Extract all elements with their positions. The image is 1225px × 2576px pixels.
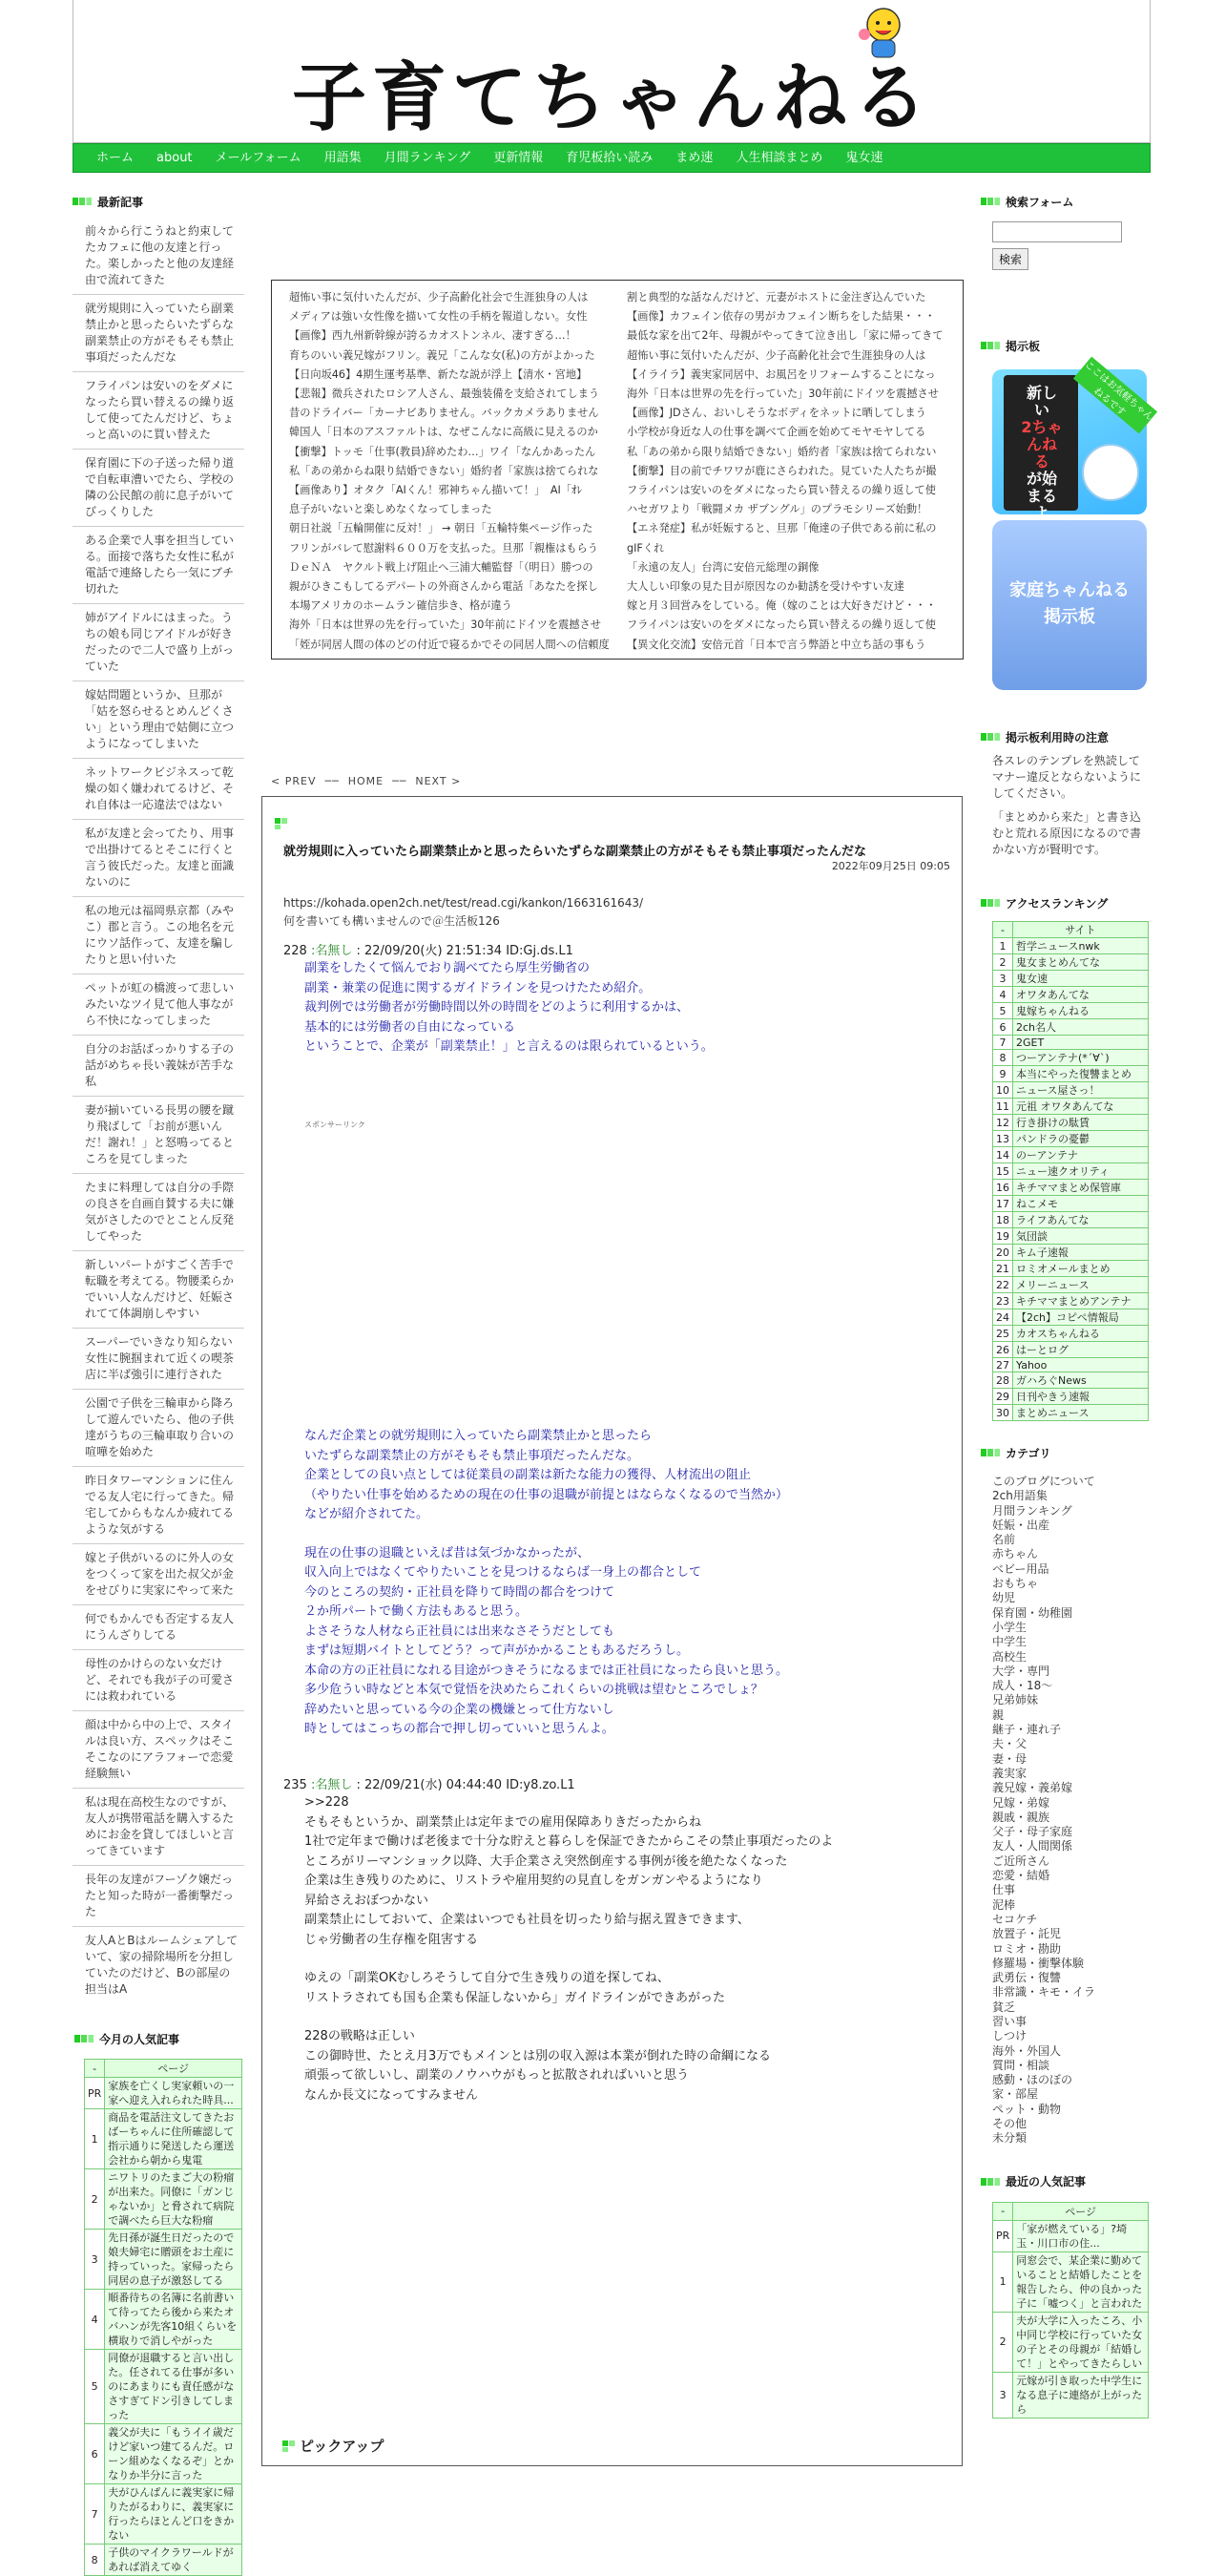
post-author: :名無し	[310, 944, 353, 958]
latest-article-link[interactable]: 公園で子供を三輪車から降ろして遊んでいたら、他の子供達がうちの三輪車取り合いの喧嘩を始めた	[73, 1390, 244, 1467]
category-link[interactable]: 成人・18～	[992, 1679, 1053, 1693]
post-header	[283, 1774, 575, 1792]
ranking-site-link[interactable]: 気団談	[1013, 1228, 1149, 1245]
nav-updates[interactable]: 更新情報	[493, 151, 544, 165]
ranking-site-link[interactable]: 鬼嫁ちゃんねる	[1013, 1003, 1149, 1019]
latest-article-link[interactable]: ペットが虹の橋渡って悲しいみたいなツイ見て他人事ながら不快になってしまった	[73, 974, 244, 1036]
category-list	[981, 1461, 1151, 2147]
rank-number: 3	[993, 971, 1013, 987]
feed-link[interactable]: 朝日社説「五輪開催に反対！」 → 朝日「五輪特集ページ作った	[289, 522, 593, 535]
latest-article-link[interactable]: 長年の友達がフーゾク嬢だったと知った時が一番衝撃だった	[73, 1866, 244, 1927]
rank-number: 2	[993, 954, 1013, 971]
table-row[interactable]	[993, 1082, 1149, 1099]
nav-mailform[interactable]: メールフォーム	[215, 151, 301, 165]
category-link[interactable]: 親	[992, 1707, 1005, 1722]
table-header-page: ページ	[105, 2060, 242, 2078]
feed-column-left	[289, 288, 623, 655]
category-link[interactable]: セコケチ	[992, 1912, 1038, 1926]
nav-life-advice[interactable]: 人生相談まとめ	[736, 151, 823, 165]
feed-link[interactable]: 「永遠の友人」台湾に安倍元総理の銅像	[627, 560, 820, 574]
table-row[interactable]: 8 子供のマイクラワールドがあれば消えてゆく	[85, 2545, 242, 2576]
table-row[interactable]: 5 同僚が退職すると言い出した。任されてる仕事が多いのにあまりにも責任感がなさすぎてドン引きしてしまった	[85, 2350, 242, 2424]
ranking-site-link[interactable]: 日刊やきう速報	[1013, 1389, 1149, 1405]
rank-number: 4	[993, 987, 1013, 1003]
ranking-site-link[interactable]: はーとログ	[1013, 1342, 1149, 1358]
feed-link[interactable]: 私「あの弟から限り結婚できない」婚約者「家族は捨てられない	[627, 445, 937, 458]
table-row[interactable]	[993, 1019, 1149, 1036]
pager-separator: ──	[387, 775, 411, 787]
recent-popular-title: 最近の人気記事	[981, 2173, 1151, 2190]
feed-link[interactable]: 海外「日本は世界の先を行っていた」30年前にドイツを震撼させ	[627, 387, 939, 401]
rank-number: 15	[993, 1163, 1013, 1180]
table-row[interactable]: 4 順番待ちの名簿に名前書いて待ってたら後から来たオバハンが先客10組くらいを横取りで消しやがった	[85, 2290, 242, 2350]
table-row[interactable]: 3 先日孫が誕生日だったので娘夫婦宅に贈頭をお土産に持っていった。家帰ったら同居の息子が激怒してる	[85, 2230, 242, 2290]
ranking-site-link[interactable]: 本当にやった復讐まとめ	[1013, 1066, 1149, 1082]
pickup-heading: ピックアップ	[282, 2436, 384, 2456]
feed-link[interactable]: 小学校が身近な人の仕事を調べて企画を始めてモヤモヤしてる	[627, 426, 926, 439]
feed-link[interactable]: 割と典型的な話なんだけど、元妻がホストに金注ぎ込んでいた	[627, 291, 926, 304]
feed-link[interactable]: 育ちのいい義兄嫁がフリン。義兄「こんな女(私)の方がよかった	[289, 348, 595, 362]
source-thread-name: 何を書いても構いませんので＠生活板126	[283, 914, 500, 928]
table-row[interactable]	[993, 1358, 1149, 1372]
ranking-site-link[interactable]: ガハろぐNews	[1013, 1372, 1149, 1389]
section-marker-icon	[74, 2035, 93, 2042]
table-row[interactable]	[993, 1115, 1149, 1131]
ranking-site-link[interactable]: Yahoo	[1013, 1358, 1149, 1372]
table-row[interactable]: 1 同窓会で、某企業に勤めていることと結婚したことを報告したら、仲の良かった子に「嘘つく」と言われた	[993, 2251, 1149, 2312]
table-row[interactable]	[993, 1131, 1149, 1147]
rank-number: 18	[993, 1212, 1013, 1228]
ranking-site-link[interactable]: ニュー速クオリティ	[1013, 1163, 1149, 1180]
table-row[interactable]	[993, 1099, 1149, 1115]
nav-about[interactable]: about	[156, 151, 193, 165]
category-link[interactable]: その他	[992, 2117, 1028, 2131]
ranking-site-link[interactable]: まとめニュース	[1013, 1405, 1149, 1421]
latest-articles-list	[73, 210, 244, 2003]
category-link[interactable]: 泥棒	[992, 1897, 1016, 1912]
table-row[interactable]	[993, 1309, 1149, 1326]
rank-number: 8	[993, 1050, 1013, 1066]
feed-link[interactable]: 【衝撃】目の前でチワワが鹿にさらわれた。見ていた人たちが撮	[627, 464, 937, 477]
reply-anchor[interactable]: >>228	[304, 1795, 349, 1810]
search-button[interactable]: 検索	[992, 248, 1028, 270]
category-link[interactable]: このブログについて	[992, 1475, 1095, 1488]
feed-link[interactable]: 【画像】カフェイン依存の男がカフェイン断ちをした結果・・・	[627, 310, 936, 324]
feed-link[interactable]: 海外「日本は世界の先を行っていた」30年前にドイツを震撼させ	[289, 618, 601, 632]
category-link[interactable]: 親戚・親族	[992, 1810, 1050, 1824]
category-link[interactable]: 放置子・託児	[992, 1927, 1062, 1941]
rank-number: 28	[993, 1372, 1013, 1389]
rank-number: 14	[993, 1147, 1013, 1163]
ranking-site-link[interactable]: 行き掛けの駄賃	[1013, 1115, 1149, 1131]
ranking-site-link[interactable]: ロミオメールまとめ	[1013, 1261, 1149, 1277]
table-row[interactable]	[993, 1163, 1149, 1180]
table-row[interactable]	[993, 1326, 1149, 1342]
category-link[interactable]: 夫・父	[992, 1737, 1028, 1751]
latest-article-link[interactable]: 妻が揃いている長男の腰を蹴り飛ばして「お前が悪いんだ！謝れ！」と怒鳴ってるところを見てしまった	[73, 1097, 244, 1174]
feed-link[interactable]: フライパンは安いのをダメになったら買い替えるの繰り返して使	[627, 484, 936, 497]
table-header-index: -	[993, 2202, 1013, 2220]
category-link[interactable]: 2ch用語集	[992, 1489, 1048, 1503]
article-source	[283, 894, 643, 931]
rank-number: 12	[993, 1115, 1013, 1131]
bbs-notice-2: 「まとめから来た」と書き込むと荒れる原因になるので書かない方が賢明です。	[992, 810, 1142, 856]
sponsored-label: スポンサーリンク	[304, 1120, 365, 1129]
category-link[interactable]: 習い事	[992, 2014, 1028, 2028]
latest-article-link[interactable]: 昨日タワーマンションに住んでる友人宅に行ってきた。帰宅してからもなんか疲れてるような気がする	[73, 1467, 244, 1544]
home-link[interactable]: HOME	[347, 775, 384, 787]
feed-link[interactable]: 【エネ発症】私が妊娠すると、旦那「俺達の子供である前に私の	[627, 522, 937, 535]
nav-childcare-board[interactable]: 育児板拾い読み	[566, 151, 654, 165]
site-logo[interactable]: 子育てちゃんねる	[291, 54, 933, 141]
category-link[interactable]: 貧乏	[992, 2000, 1016, 2014]
table-row[interactable]	[993, 1228, 1149, 1245]
post-body: >>228 そもそもというか、副業禁止は定年までの雇用保障ありきだったからね 1社で定年まで働けば老後まで十分な貯えと暮らしを保証できたからこその禁止事項だったのよ ところがリーマンショック以降、大手企業さえ突然倒産する事例が後を絶たなくなった 企業は生き残りのために、リストラや雇用契約の見直しをガンガンやるようになり 昇給さえおぼつかない 副業禁止にしておいて、企業はいつでも社員を切ったり給与据え置きできます、 じゃ労働者の生存権を阻害する ゆえの「副業OKむしろそうして自分で生き残りの道を探してね、 リストラされても国も企業も保証しないから」ガイドラインができあがった 228の戦略は正しい この御時世、たとえ月3万でもメインとは別の収入源は本業が倒れた時の命綱になる 頑張って欲しいし、副業のノウハウがもっと拡散されればいいと思う なんか長文になってすみません	[304, 1795, 834, 2103]
table-row[interactable]	[993, 1196, 1149, 1212]
category-link[interactable]: 質問・相談	[992, 2058, 1050, 2072]
feed-link[interactable]: 最低な家を出て2年、母親がやってきて泣き出し「家に帰ってきて	[627, 329, 944, 343]
search-form-title: 検索フォーム	[981, 193, 1151, 210]
latest-articles-title: 最新記事	[73, 193, 244, 210]
table-row[interactable]	[993, 1212, 1149, 1228]
rank-number: 19	[993, 1228, 1013, 1245]
table-row[interactable]	[993, 1050, 1149, 1066]
feed-link[interactable]: 私「あの弟からね限り結婚できない」婚約者「家族は捨てられな	[289, 464, 599, 477]
table-row[interactable]: 1 商品を電話注文してきたおばーちゃんに住所確認して指示通りに発送したら運送会社から朝から鬼電	[85, 2109, 242, 2169]
category-link[interactable]: 高校生	[992, 1649, 1028, 1664]
feed-link[interactable]: 【画像】西九州新幹線が誇るカオストンネル、凄すぎる…！	[289, 329, 576, 343]
rank-number: 25	[993, 1326, 1013, 1342]
category-link[interactable]: 恋愛・結婚	[992, 1869, 1050, 1883]
table-row[interactable]: PR 「家が燃えている」?埼玉・川口市の住...	[993, 2220, 1149, 2251]
category-link[interactable]: 月間ランキング	[992, 1503, 1072, 1518]
rank-number: 7	[993, 1036, 1013, 1050]
post-meta: : 22/09/21(水) 04:44:40 ID:y8.zo.L1	[356, 1778, 575, 1792]
ranking-site-link[interactable]: カオスちゃんねる	[1013, 1326, 1149, 1342]
search-input[interactable]	[992, 221, 1122, 242]
latest-article-link[interactable]: ある企業で人事を担当している。面接で落ちた女性に私が電話で連絡したら一気にブチ切れた	[73, 527, 244, 604]
ranking-site-link[interactable]: オワタあんてな	[1013, 987, 1149, 1003]
nav-mamesoku[interactable]: まめ速	[675, 151, 714, 165]
table-row[interactable]: 2 夫が大学に入ったころ、小中同じ学校に行っていた女の子とその母親が「結婚して！」とやってきたらしい	[993, 2312, 1149, 2372]
category-link[interactable]: 未分類	[992, 2131, 1028, 2146]
rank-number: 27	[993, 1358, 1013, 1372]
feed-link[interactable]: ＤｅＮＡ ヤクルト戦上げ阻止へ三浦大輔監督「（明日）勝つの	[289, 560, 593, 574]
category-link[interactable]: 義実家	[992, 1766, 1028, 1780]
rss-feed-box	[271, 280, 964, 660]
feed-link[interactable]: 超怖い事に気付いたんだが、少子高齢化社会で生涯独身の人は	[289, 291, 589, 304]
monthly-popular-table	[84, 2059, 242, 2576]
rank-number: 26	[993, 1342, 1013, 1358]
category-link[interactable]: ベビー用品	[992, 1561, 1049, 1576]
category-link[interactable]: 兄弟姉妹	[992, 1693, 1039, 1707]
feed-link[interactable]: 超怖い事に気付いたんだが、少子高齢化社会で生涯独身の人は	[627, 348, 926, 362]
article	[261, 796, 963, 2466]
feed-link[interactable]: 【悲報】微兵されたロシア人さん、最強装備を支給されてしまう	[289, 387, 600, 401]
ranking-site-link[interactable]: ニュース屋さっ！	[1013, 1082, 1149, 1099]
pager-separator: ──	[320, 775, 344, 787]
rank-number: 29	[993, 1389, 1013, 1405]
feed-link[interactable]: gIFくれ	[627, 541, 665, 555]
feed-link[interactable]: ハセガワより「戦闘メカ ザブングル」のプラモシリーズ始動！	[627, 503, 928, 516]
latest-article-link[interactable]: ネットワークビジネスって乾燥の如く嫌われてるけど、それ自体は一応違法ではない	[73, 759, 244, 820]
ranking-site-link[interactable]: メリーニュース	[1013, 1277, 1149, 1293]
table-row[interactable]	[993, 971, 1149, 987]
feed-link[interactable]: 【異文化交流】安倍元首「日本で言う弊語と中立ち話の事もう	[627, 638, 926, 651]
rank-number: 9	[993, 1066, 1013, 1082]
rank-number: 10	[993, 1082, 1013, 1099]
monthly-popular-title: 今月の人気記事	[73, 2030, 244, 2047]
latest-article-link[interactable]: 保育園に下の子送った帰り道で自転車漕いでたら、学校の隣の公民館の前に息子がいてびっくりした	[73, 450, 244, 527]
table-row[interactable]: 6 義父が夫に「もうイイ歳だけど家いつ建てるんだ。ローン組めなくなるぞ」とかなりか半分に言った	[85, 2424, 242, 2484]
category-link[interactable]: 妻・母	[992, 1751, 1028, 1766]
article-title[interactable]: 就労規則に入っていたら副業禁止かと思ったらいたずらな副業禁止の方がそもそも禁止事項だったんだな	[283, 845, 867, 859]
recent-popular-table	[992, 2202, 1149, 2419]
section-marker-icon	[981, 342, 1000, 349]
ranking-site-link[interactable]: 鬼女速	[1013, 971, 1149, 987]
latest-article-link[interactable]: 新しいパートがすごく苦手で転職を考えてる。物腰柔らかでいい人なんだけど、妊娠されてて体調崩しやすい	[73, 1251, 244, 1329]
source-url[interactable]: https://kohada.open2ch.net/test/read.cgi/kankon/1663161643/	[283, 896, 644, 910]
rank-number: 6	[993, 1019, 1013, 1036]
category-link[interactable]: 継子・連れ子	[992, 1723, 1062, 1737]
access-ranking-table	[992, 921, 1149, 1421]
feed-link[interactable]: メディアは強い女性像を描いて女性の手柄を報道しない。女性	[289, 310, 588, 324]
category-link[interactable]: おもちゃ	[992, 1577, 1039, 1591]
feed-link[interactable]: 【画像あり】オタク「AIくん！邪神ちゃん描いて！」 AI「ｵﾚ	[289, 484, 583, 497]
table-row[interactable]	[993, 1036, 1149, 1050]
post-header	[283, 940, 573, 958]
table-header-index: -	[85, 2060, 105, 2078]
nav-glossary[interactable]: 用語集	[323, 151, 362, 165]
category-link[interactable]: 赤ちゃん	[992, 1547, 1039, 1561]
table-row[interactable]	[993, 1389, 1149, 1405]
category-link[interactable]: 仕事	[992, 1883, 1016, 1897]
ranking-site-link[interactable]: キム子速報	[1013, 1245, 1149, 1261]
table-row[interactable]	[993, 1147, 1149, 1163]
ranking-site-link[interactable]: パンドラの憂鬱	[1013, 1131, 1149, 1147]
feed-column-right	[627, 288, 961, 655]
feed-link[interactable]: 昔のドライバー「カーナビありません。バックカメラありません	[289, 407, 599, 420]
ranking-site-link[interactable]: ねこメモ	[1013, 1196, 1149, 1212]
category-link[interactable]: 父子・母子家庭	[992, 1825, 1073, 1839]
ranking-site-link[interactable]: キチママまとめ保管庫	[1013, 1180, 1149, 1196]
feed-link[interactable]: 嫁と月３回営みをしている。俺（嫁のことは大好きだけど・・・	[627, 599, 937, 613]
ranking-site-link[interactable]: 【2ch】コピペ情報局	[1013, 1309, 1149, 1326]
bbs-notice-1: 各スレのテンプレを熟読してマナー違反とならないようにしてください。	[992, 754, 1142, 800]
rank-number: 30	[993, 1405, 1013, 1421]
section-marker-icon	[981, 899, 1000, 907]
category-link[interactable]: 修羅場・衝撃体験	[992, 1956, 1085, 1970]
category-link[interactable]: ペット・動物	[992, 2102, 1062, 2116]
table-row[interactable]	[993, 1261, 1149, 1277]
latest-article-link[interactable]: 私の地元は福岡県京都（みやこ）郡と言う。この地名を元にウソ話作って、友達を騙したりと思い付いた	[73, 897, 244, 974]
latest-article-link[interactable]: 自分のお話ばっかりする子の話がめちゃ長い義妹が苦手な私	[73, 1036, 244, 1097]
latest-article-link[interactable]: 就労規則に入っていたら副業禁止かと思ったらいたずらな副業禁止の方がそもそも禁止事項だったんだな	[73, 295, 244, 372]
section-marker-icon	[981, 2178, 1000, 2186]
category-link[interactable]: 感動・ほのぼの	[992, 2073, 1073, 2087]
bbs-title: 掲示板	[981, 337, 1151, 354]
nav-kijosoku[interactable]: 鬼女速	[845, 151, 883, 165]
category-title: カテゴリ	[981, 1444, 1151, 1461]
feed-link[interactable]: 【日向坂46】4期生運考基準、新たな説が浮上【清水・宮地】	[289, 367, 588, 381]
post-meta: : 22/09/20(火) 21:51:34 ID:Gj.ds.L1	[356, 944, 573, 958]
latest-article-link[interactable]: フライパンは安いのをダメになったら買い替えるの繰り返して使ってたんだけど、ちょっと高いのに買い替えた	[73, 372, 244, 450]
latest-article-link[interactable]: 母性のかけらのない女だけど、それでも我が子の可愛さには救われている	[73, 1650, 244, 1711]
category-link[interactable]: 中学生	[992, 1635, 1028, 1649]
ranking-site-link[interactable]: のーアンテナ	[1013, 1147, 1149, 1163]
latest-article-link[interactable]: 友人AとBはルームシェアしていて、家の掃除場所を分担していたのだけど、Bの部屋の担当はA	[85, 1934, 239, 1996]
category-link[interactable]: しつけ	[992, 2029, 1028, 2043]
category-link[interactable]: 友人・人間関係	[992, 1839, 1073, 1853]
banner-ribbon: ここはお気軽ちゃんねるです	[1073, 357, 1157, 434]
table-row[interactable]: 7 夫がひんぱんに義実家に帰りたがるわりに、義実家に行ったらほとんど口をきかない	[85, 2484, 242, 2545]
cat-mascot-icon	[1082, 444, 1139, 501]
table-row[interactable]	[993, 1405, 1149, 1421]
rank-number: 11	[993, 1099, 1013, 1115]
table-row[interactable]	[993, 1245, 1149, 1261]
rank-number: 1	[993, 938, 1013, 954]
feed-link[interactable]: 【イライラ】義実家同居中、お風呂をリフォームすることになっ	[627, 367, 936, 381]
category-link[interactable]: 兄嫁・弟嫁	[992, 1795, 1050, 1810]
prev-link[interactable]: < PREV	[271, 775, 317, 787]
rank-number: 23	[993, 1293, 1013, 1309]
section-marker-icon	[282, 2440, 296, 2452]
latest-article-link[interactable]: 何でもかんでも否定する友人にうんざりしてる	[73, 1605, 244, 1650]
latest-article-link[interactable]: 私は現在高校生なのですが、友人が携帯電話を購入するためにお金を貸してほしいと言ってきています	[73, 1789, 244, 1866]
table-row[interactable]	[993, 1180, 1149, 1196]
latest-article-link[interactable]: スーパーでいきなり知らない女性に腕掴まれて近くの喫茶店に半ば強引に連行された	[73, 1329, 244, 1390]
feed-link[interactable]: 【画像】JDさん、おいしそうなボディをネットに晒してしまう	[627, 407, 926, 420]
katei-channel-banner[interactable]: 家庭ちゃんねる 掲示板	[992, 520, 1147, 690]
feed-link[interactable]: 息子がいないと楽しめなくなってしまった	[289, 503, 492, 516]
table-row[interactable]: PR 家族を亡くし実家頼いの一家へ迎え入れられた時具...	[85, 2078, 242, 2109]
table-header-site: サイト	[1013, 922, 1149, 938]
category-link[interactable]: 義兄嫁・義弟嫁	[992, 1781, 1073, 1795]
table-row[interactable]	[993, 1066, 1149, 1082]
banner-text: 新しい 2ちゃんねる が始まるよ	[1021, 384, 1063, 522]
category-link[interactable]: 妊娠・出産	[992, 1518, 1050, 1532]
section-marker-icon	[981, 1449, 1000, 1456]
ranking-site-link[interactable]: 元祖 オワタあんてな	[1013, 1099, 1149, 1115]
table-row[interactable]	[993, 1003, 1149, 1019]
rank-number: 20	[993, 1245, 1013, 1261]
feed-link[interactable]: 「姪が同居人間の体のどの付近で寝るかでその同居人間への信頼度	[289, 638, 610, 651]
main-nav	[73, 143, 1151, 173]
section-marker-icon	[275, 818, 288, 829]
nav-monthly-ranking[interactable]: 月間ランキング	[384, 151, 471, 165]
rank-number: 24	[993, 1309, 1013, 1326]
category-link[interactable]: 名前	[992, 1533, 1016, 1547]
right-sidebar	[981, 193, 1155, 2419]
post-number: 235	[283, 1778, 307, 1792]
table-header-index: -	[993, 922, 1013, 938]
table-row[interactable]	[993, 1372, 1149, 1389]
table-row[interactable]	[993, 987, 1149, 1003]
feed-link[interactable]: フリンがバレて慰謝料６００万を支払った。旦那「親権はもらう	[289, 541, 598, 555]
latest-article-link[interactable]: 私が友達と会ってたり、用事で出掛けてるとそこに行くと言う彼氏だった。友達と面識ないのに	[73, 820, 244, 897]
latest-article-link[interactable]: 前々から行こうねと約束してたカフェに他の友達と行った。楽しかったと他の友達経由で流れてきた	[73, 218, 244, 295]
section-marker-icon	[73, 198, 92, 205]
ranking-site-link[interactable]: ライフあんてな	[1013, 1212, 1149, 1228]
pager	[271, 775, 461, 787]
rank-number: 5	[993, 1003, 1013, 1019]
post-body-continued: なんだ企業との就労規則に入っていたら副業禁止かと思ったら いたずらな副業禁止の方がそもそも禁止事項だったんだな。 企業としての良い点としては従業員の副業は新たな能力の獲得、人材流出の阻止 （やりたい仕事を始めるための現在の仕事の退職が前提とはならなくなるので当然か） などが紹介されてた。 現在の仕事の退職といえば昔は気づかなかったが、 収入向上ではなくてやりたいことを見つけるならば一身上の都合として 今のところの契約・正社員を降りて時間の都合をつけて ２か所パートで働く方法もあると思う。 よさそうな人材なら正社員には出来なさそうだとしても まずは短期バイトとしてどう？って声がかかることもあるだろうし。 本命の方の正社員になれる目途がつきそうになるまでは正社員になったら良いと思う。 多少危うい時などと本気で覚悟を決めたらこれくらいの挑戦は望むところでしょ？ 辞めたいと思っている今の企業の機嫌とって仕方ないし 時としてはこっちの都合で押し切っていいと思うんよ。	[304, 1429, 789, 1736]
rank-number: 16	[993, 1180, 1013, 1196]
post-number: 228	[283, 944, 307, 958]
nav-home[interactable]: ホーム	[96, 151, 135, 165]
latest-article-link[interactable]: 顔は中から中の上で、スタイルは良い方、スペックはそこそこなのにアラフォーで恋愛経験無い	[73, 1711, 244, 1789]
rank-number: 17	[993, 1196, 1013, 1212]
table-row[interactable]	[993, 954, 1149, 971]
new-2ch-banner[interactable]	[992, 359, 1155, 522]
left-sidebar	[73, 193, 244, 2576]
latest-article-link[interactable]: 姉がアイドルにはまった。うちの娘も同じアイドルが好きだったので二人で盛り上がっていた	[73, 604, 244, 681]
ranking-site-link[interactable]: 2GET	[1013, 1036, 1149, 1050]
site-header	[73, 0, 1151, 143]
category-link[interactable]: 非常識・キモ・イラ	[992, 1985, 1096, 2000]
category-link[interactable]: 小学生	[992, 1620, 1028, 1634]
rank-number: 22	[993, 1277, 1013, 1293]
feed-link[interactable]: 本場アメリカのホームラン確信歩き、格が違う	[289, 599, 512, 613]
section-marker-icon	[981, 198, 1000, 205]
table-row[interactable]: 2 ニワトリのたまご大の粉瘤が出来た。同僚に「ガンじゃないか」と脅されて病院で調べたら巨大な粉瘤	[85, 2169, 242, 2230]
feed-link[interactable]: 親がひきこもしてるデパートの外商さんから電話「あなたを探し	[289, 580, 598, 594]
feed-link[interactable]: 【衝撃】トッモ「仕事(教員)辞めたわ…」ワイ「なんかあったん	[289, 445, 596, 458]
category-link[interactable]: 幼児	[992, 1591, 1016, 1605]
bbs-notice-title: 掲示板利用時の注意	[981, 728, 1151, 745]
table-row[interactable]	[993, 1342, 1149, 1358]
latest-article-link[interactable]: 嫁姑問題というか、旦那が「姑を怒らせるとめんどくさい」という理由で姑側に立つようになってしまいた	[73, 681, 244, 759]
article-date: 2022年09月25日 09:05	[831, 860, 950, 872]
rank-number: 21	[993, 1261, 1013, 1277]
access-ranking-title: アクセスランキング	[981, 894, 1151, 911]
post-body: 副業をしたくて悩んでおり調べてたら厚生労働省の 副業・兼業の促進に関するガイドラインを見つけたため紹介。 裁判例では労働者が労働時間以外の時間をどのように利用するかは、 基本的には労働者の自由になっている ということで、企業が「副業禁止！」と言えるのは限られているという。	[304, 961, 714, 1054]
ranking-site-link[interactable]: キチママまとめアンテナ	[1013, 1293, 1149, 1309]
category-link[interactable]: ロミオ・勘助	[992, 1941, 1062, 1956]
table-row[interactable]	[993, 1277, 1149, 1293]
latest-article-link[interactable]: たまに料理しては自分の手際の良さを自画自賛する夫に嫌気がさしたのでとことん反発してやった	[73, 1174, 244, 1251]
rank-number: 13	[993, 1131, 1013, 1147]
section-marker-icon	[981, 733, 1000, 741]
feed-link[interactable]: フライパンは安いのをダメになったら買い替えるの繰り返して使	[627, 618, 936, 632]
table-row[interactable]: 3 元嫁が引き取った中学生になる息子に連絡が上がったら	[993, 2372, 1149, 2418]
table-row[interactable]	[993, 1293, 1149, 1309]
category-link[interactable]: ご近所さん	[992, 1853, 1050, 1868]
feed-link[interactable]: 大人しい印象の見た目が原因なのか勧誘を受けやすい友達	[627, 580, 904, 594]
category-link[interactable]: 家・部屋	[992, 2087, 1039, 2102]
category-link[interactable]: 大学・専門	[992, 1664, 1050, 1678]
feed-link[interactable]: 韓国人「日本のアスファルトは、なぜこんなに高級に見えるのか	[289, 426, 598, 439]
table-row[interactable]	[993, 938, 1149, 954]
latest-article-link[interactable]: 嫁と子供がいるのに外人の女をつくって家を出た叔父が金をせびりに実家にやって来た	[73, 1544, 244, 1605]
next-link[interactable]: NEXT >	[415, 775, 462, 787]
ranking-site-link[interactable]: 哲学ニュースnwk	[1013, 938, 1149, 954]
category-link[interactable]: 海外・外国人	[992, 2043, 1062, 2058]
ranking-site-link[interactable]: つーアンテナ(*´∀`)	[1013, 1050, 1149, 1066]
ranking-site-link[interactable]: 鬼女まとめんてな	[1013, 954, 1149, 971]
table-header-page: ページ	[1013, 2202, 1149, 2220]
ranking-site-link[interactable]: 2ch名人	[1013, 1019, 1149, 1036]
category-link[interactable]: 武勇伝・復讐	[992, 1971, 1062, 1985]
post-author: :名無し	[310, 1778, 353, 1792]
category-link[interactable]: 保育園・幼稚園	[992, 1605, 1073, 1620]
